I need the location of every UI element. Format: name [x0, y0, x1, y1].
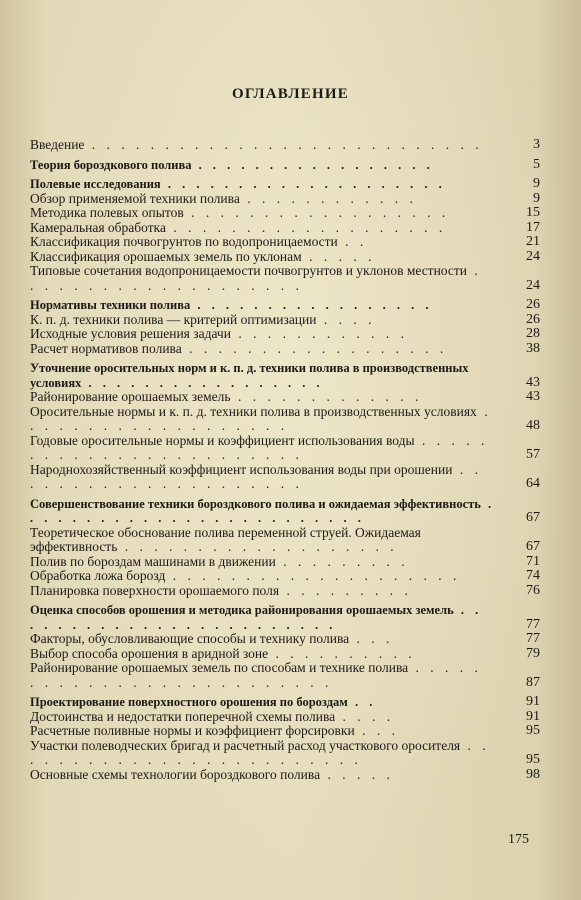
toc-entry-title: Полив по бороздам машинами в движении — [30, 553, 276, 569]
toc-entry-title: Теория бороздкового полива — [30, 157, 192, 172]
toc-page-number: 28 — [526, 326, 540, 341]
toc-entry-title: Уточнение оросительных норм и к. п. д. техники полива в производственных условиях — [30, 361, 469, 390]
toc-item — [30, 263, 540, 293]
toc-section — [30, 603, 540, 632]
toc-page-number: 98 — [526, 766, 540, 782]
toc-item — [30, 326, 540, 342]
toc-page-number: 95 — [526, 723, 540, 738]
toc-item — [30, 190, 540, 207]
toc-item — [30, 524, 540, 555]
toc-entry-title: Народнохозяйственный коэффициент использования воды при орошении — [30, 461, 453, 477]
leader-dots: . . . . . . . . . . . . . . . . . . . . — [165, 568, 461, 583]
leader-dots: . . . . . . . . . . . . . . . . . . . . . . . . . — [30, 496, 496, 525]
leader-dots: . . . . — [316, 311, 376, 327]
leader-dots: . . . . . . . . . . . . . . . . . . . . . . . . . . . — [84, 137, 483, 152]
leader-dots: . . . . . . . . . . . . . . . . . . . . . . . . — [30, 432, 489, 462]
page-title: ОГЛАВЛЕНИЕ — [232, 86, 349, 102]
leader-dots: . . . . . . . . . . . . . . . . . . . — [165, 219, 447, 235]
toc-entry-title: Факторы, обусловливающие способы и технику полива — [30, 631, 350, 646]
toc-item — [30, 660, 540, 690]
leader-dots: . . . — [349, 631, 394, 646]
leader-dots: . . . . . . . . . . . . . . . . . . . — [30, 403, 492, 433]
toc-section — [30, 176, 540, 192]
leader-dots: . . . . . . . . . — [279, 582, 412, 598]
leader-dots: . . . . . . . . . . . . . . . . . . . . . . . . — [30, 603, 483, 632]
leader-dots: . . . . . . . . . — [275, 553, 409, 569]
leader-dots: . . . . . . . . . . . . . . . . . — [190, 298, 433, 312]
toc-item — [30, 708, 540, 725]
toc-entry-title: Методика полевых опытов — [30, 205, 184, 220]
toc-entry-title: Обработка ложа борозд — [30, 568, 166, 583]
toc-item — [30, 582, 540, 599]
toc-entry-title: Совершенствование техники бороздкового полива и ожидаемая эффективность — [30, 496, 481, 511]
leader-dots: . . . . . — [301, 248, 376, 264]
leader-dots: . . . . . . . . . . . . . . . . . . . . . — [30, 461, 482, 491]
toc-page-number: 87 — [526, 674, 540, 690]
toc-page-number: 21 — [526, 234, 540, 249]
leader-dots: . . . — [354, 723, 399, 738]
toc-entry-title: Типовые сочетания водопроницаемости почвогрунтов и уклонов местности — [30, 263, 468, 278]
toc-item — [30, 137, 540, 153]
table-of-contents — [30, 137, 540, 782]
toc-page-number: 67 — [526, 510, 540, 525]
toc-entry-title: Основные схемы технологии бороздкового полива — [30, 766, 321, 782]
toc-page-number: 91 — [526, 708, 540, 724]
toc-entry-title: Введение — [30, 137, 85, 152]
toc-page-number: 71 — [526, 553, 540, 569]
toc-entry-title: Теоретическое обоснование полива переменной струей. Ожидаемая эффективность — [30, 524, 421, 554]
toc-page-number: 43 — [526, 389, 540, 404]
leader-dots: . . — [337, 234, 368, 249]
toc-page-number: 9 — [533, 176, 540, 191]
toc-page-number: 91 — [526, 694, 540, 709]
toc-entry-title: Исходные условия решения задачи — [30, 326, 231, 341]
toc-entry-title: Участки полеводческих бригад и расчетный расход участкового оросителя — [30, 737, 461, 753]
leader-dots: . . . . . . . . . . . . . . . . . — [191, 157, 434, 172]
toc-page-number: 5 — [533, 156, 540, 172]
toc-page-number: 77 — [526, 616, 540, 632]
toc-item — [30, 631, 540, 647]
toc-page-number: 24 — [526, 277, 540, 293]
toc-entry-title: Классификация почвогрунтов по водопроницаемости — [30, 234, 338, 249]
toc-entry-title: Проектирование поверхностного орошения по бороздам — [30, 695, 348, 709]
toc-item — [30, 340, 540, 357]
toc-page-number: 64 — [526, 476, 540, 491]
toc-page-number: 38 — [526, 340, 540, 356]
leader-dots: . . — [347, 695, 377, 709]
toc-page-number: 9 — [533, 190, 540, 206]
toc-entry-title: Оценка способов орошения и методика районирования орошаемых земель — [30, 603, 454, 617]
leader-dots: . . . . . . . . . . . . . . . . . — [81, 375, 324, 390]
toc-entry-title: Классификация орошаемых земель по уклонам — [30, 248, 302, 264]
toc-entry-title: Полевые исследования — [30, 177, 161, 191]
toc-page-number: 67 — [526, 539, 540, 554]
toc-item — [30, 553, 540, 570]
leader-dots: . . . . . . . . . . . . . . . . . . — [183, 205, 450, 220]
toc-entry-title: Планировка поверхности орошаемого поля — [30, 582, 280, 598]
toc-item — [30, 389, 540, 405]
toc-entry-title: Расчетные поливные нормы и коэффициент форсировки — [30, 723, 355, 738]
leader-dots: . . . . . . . . . . . . — [230, 326, 408, 341]
leader-dots: . . . . . . . . . . . . . . . . . . — [181, 340, 448, 356]
leader-dots: . . . . . — [320, 766, 394, 782]
toc-item — [30, 766, 540, 783]
toc-entry-title: Расчет нормативов полива — [30, 340, 182, 356]
leader-dots: . . . . . . . . . . . . . . . . . . . . . . . . . . — [30, 660, 482, 690]
toc-section — [30, 297, 540, 313]
toc-item — [30, 737, 540, 768]
toc-page-number: 48 — [526, 418, 540, 433]
leader-dots: . . . . . . . . . . . . . — [230, 389, 423, 404]
leader-dots: . . . . . . . . . . — [268, 645, 416, 661]
toc-item — [30, 248, 540, 265]
page-number: 175 — [508, 832, 529, 847]
toc-item — [30, 568, 540, 584]
toc-entry-title: К. п. д. техники полива — критерий оптимизации — [30, 311, 317, 327]
toc-entry-title: Выбор способа орошения в аридной зоне — [30, 645, 269, 661]
toc-entry-title: Оросительные нормы и к. п. д. техники полива в производственных условиях — [30, 403, 477, 419]
toc-page-number: 26 — [526, 311, 540, 327]
toc-entry-title: Нормативы техники полива — [30, 298, 191, 312]
toc-section — [30, 496, 540, 526]
toc-item — [30, 311, 540, 328]
toc-entry-title: Годовые оросительные нормы и коэффициент использования воды — [30, 432, 415, 448]
toc-section — [30, 156, 540, 173]
leader-dots: . . . . . . . . . . . . . . . . . . . . — [160, 177, 446, 191]
toc-page-number: 79 — [526, 645, 540, 661]
toc-entry-title: Камеральная обработка — [30, 219, 166, 235]
leader-dots: . . . . . . . . . . . . . . . . . . . — [117, 539, 398, 554]
toc-page-number: 95 — [526, 752, 540, 767]
leader-dots: . . . . . . . . . . . . . . . . . . . . — [30, 263, 482, 293]
toc-page-number: 3 — [533, 137, 540, 152]
toc-entry-title: Достоинства и недостатки поперечной схемы полива — [30, 708, 336, 724]
toc-section — [30, 694, 540, 710]
toc-item — [30, 432, 540, 463]
toc-item — [30, 234, 540, 250]
toc-item — [30, 205, 540, 221]
toc-page-number: 15 — [526, 205, 540, 220]
toc-entry-title: Районирование орошаемых земель — [30, 389, 231, 404]
leader-dots: . . . . . . . . . . . . — [239, 190, 417, 206]
toc-item — [30, 461, 540, 492]
toc-item — [30, 723, 540, 739]
toc-page-number: 17 — [526, 219, 540, 235]
leader-dots: . . . . . . . . . . . . . . . . . . . . . . . . . — [30, 737, 490, 767]
toc-page-number: 43 — [526, 374, 540, 390]
toc-page-number: 77 — [526, 631, 540, 646]
leader-dots: . . . . — [335, 708, 395, 724]
toc-page-number: 24 — [526, 248, 540, 264]
toc-page-number: 74 — [526, 568, 540, 583]
toc-item — [30, 403, 540, 434]
toc-item — [30, 219, 540, 236]
toc-page-number: 26 — [526, 297, 540, 312]
toc-item — [30, 645, 540, 662]
toc-entry-title: Районирование орошаемых земель по способам и технике полива — [30, 660, 409, 675]
toc-page-number: 76 — [526, 582, 540, 598]
toc-entry-title: Обзор применяемой техники полива — [30, 190, 240, 206]
toc-section — [30, 361, 540, 390]
toc-page-number: 57 — [526, 447, 540, 462]
